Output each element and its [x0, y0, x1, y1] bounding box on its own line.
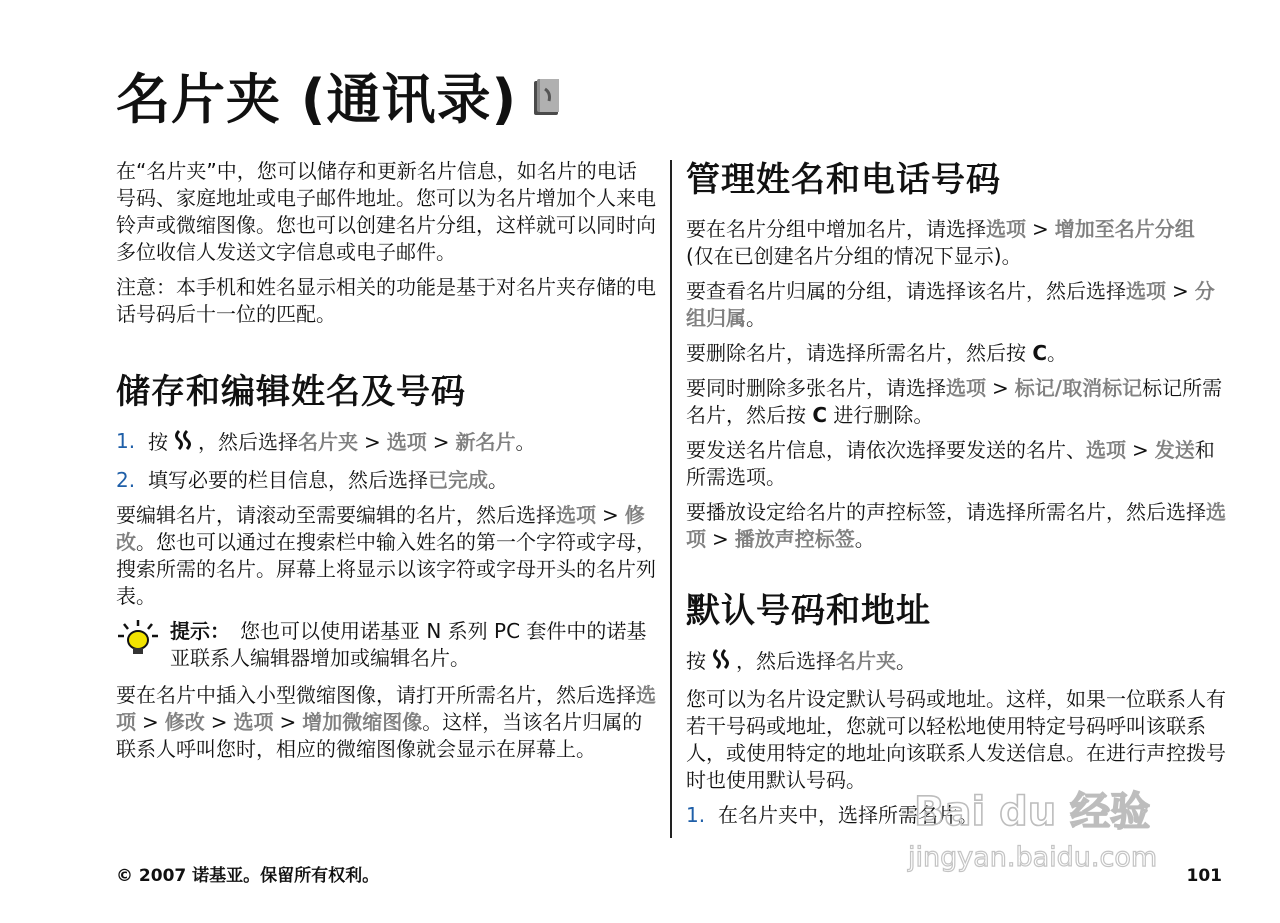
- intro-paragraph: 在“名片夹”中，您可以储存和更新名片信息，如名片的电话号码、家庭地址或电子邮件地址。您可以为名片增加个人来电铃声或微缩图像。您也可以创建名片分组，这样就可以同时向多位收信人发送文字信息或电子邮件。: [116, 159, 656, 264]
- group-membership-paragraph: 要查看名片归属的分组，请选择该名片，然后选择选项 > 分组归属。: [686, 279, 1215, 330]
- footer-copyright: © 2007 诺基亚。保留所有权利。: [116, 866, 380, 886]
- list-item: 2. 填写必要的栏目信息，然后选择已完成。: [116, 468, 508, 492]
- note-paragraph: 注意：本手机和姓名显示相关的功能是基于对名片夹存储的电话号码后十一位的匹配。: [116, 275, 656, 326]
- delete-multiple-paragraph: 要同时删除多张名片，请选择选项 > 标记/取消标记标记所需名片，然后按 C 进行删除。: [686, 376, 1223, 427]
- steps-list: [116, 428, 656, 494]
- add-to-group-paragraph: 要在名片分组中增加名片，请选择选项 > 增加至名片分组 (仅在已创建名片分组的情况下显示)。: [686, 217, 1195, 268]
- list-item: 1. 按 ，然后选择名片夹 > 选项 > 新名片。: [116, 428, 656, 459]
- delete-paragraph: 要删除名片，请选择所需名片，然后按 C。: [686, 341, 1068, 365]
- column-divider: [670, 160, 672, 838]
- list-item: 1. 在名片夹中，选择所需名片。: [686, 803, 978, 827]
- right-column: [686, 158, 1226, 837]
- menu-key-icon: [710, 647, 732, 678]
- page-title: 名片夹 (通讯录): [116, 64, 563, 139]
- left-column: [116, 158, 656, 771]
- watermark-url: jingyan.baidu.com: [908, 842, 1158, 873]
- voice-tag-paragraph: 要播放设定给名片的声控标签，请选择所需名片，然后选择选项 > 播放声控标签。: [686, 500, 1226, 551]
- menu-key-icon: [172, 428, 194, 459]
- lightbulb-icon: [116, 618, 170, 672]
- thumbnail-paragraph: 要在名片中插入小型微缩图像，请打开所需名片，然后选择选项 > 修改 > 选项 > 增加微缩图像。这样，当该名片归属的联系人呼叫您时，相应的微缩图像就会显示在屏幕上。: [116, 683, 656, 761]
- section-title-manage: 管理姓名和电话号码: [686, 160, 1001, 200]
- page-number: 101: [1186, 866, 1222, 886]
- send-paragraph: 要发送名片信息，请依次选择要发送的名片、选项 > 发送和所需选项。: [686, 438, 1215, 489]
- tip-box: 提示： 您也可以使用诺基亚 N 系列 PC 套件中的诺基亚联系人编辑器增加或编辑名片。: [116, 618, 656, 672]
- edit-paragraph: 要编辑名片，请滚动至需要编辑的名片，然后选择选项 > 修改。您也可以通过在搜索栏中输入姓名的第一个字符或字母，搜索所需的名片。屏幕上将显示以该字符或字母开头的名片列表。: [116, 503, 656, 608]
- watermark-brand: Bai du 经验: [914, 789, 1151, 835]
- section-title-save-edit: 储存和编辑姓名及号码: [116, 372, 466, 412]
- contacts-book-icon: [531, 63, 563, 135]
- default-info-paragraph: 您可以为名片设定默认号码或地址。这样，如果一位联系人有若干号码或地址，您就可以轻松地使用特定号码呼叫该联系人，或使用特定的地址向该联系人发送信息。在进行声控拨号时也使用默认号码。: [686, 687, 1226, 792]
- open-contacts-paragraph: 按 ，然后选择名片夹。: [686, 647, 1226, 678]
- section-title-default: 默认号码和地址: [686, 591, 931, 631]
